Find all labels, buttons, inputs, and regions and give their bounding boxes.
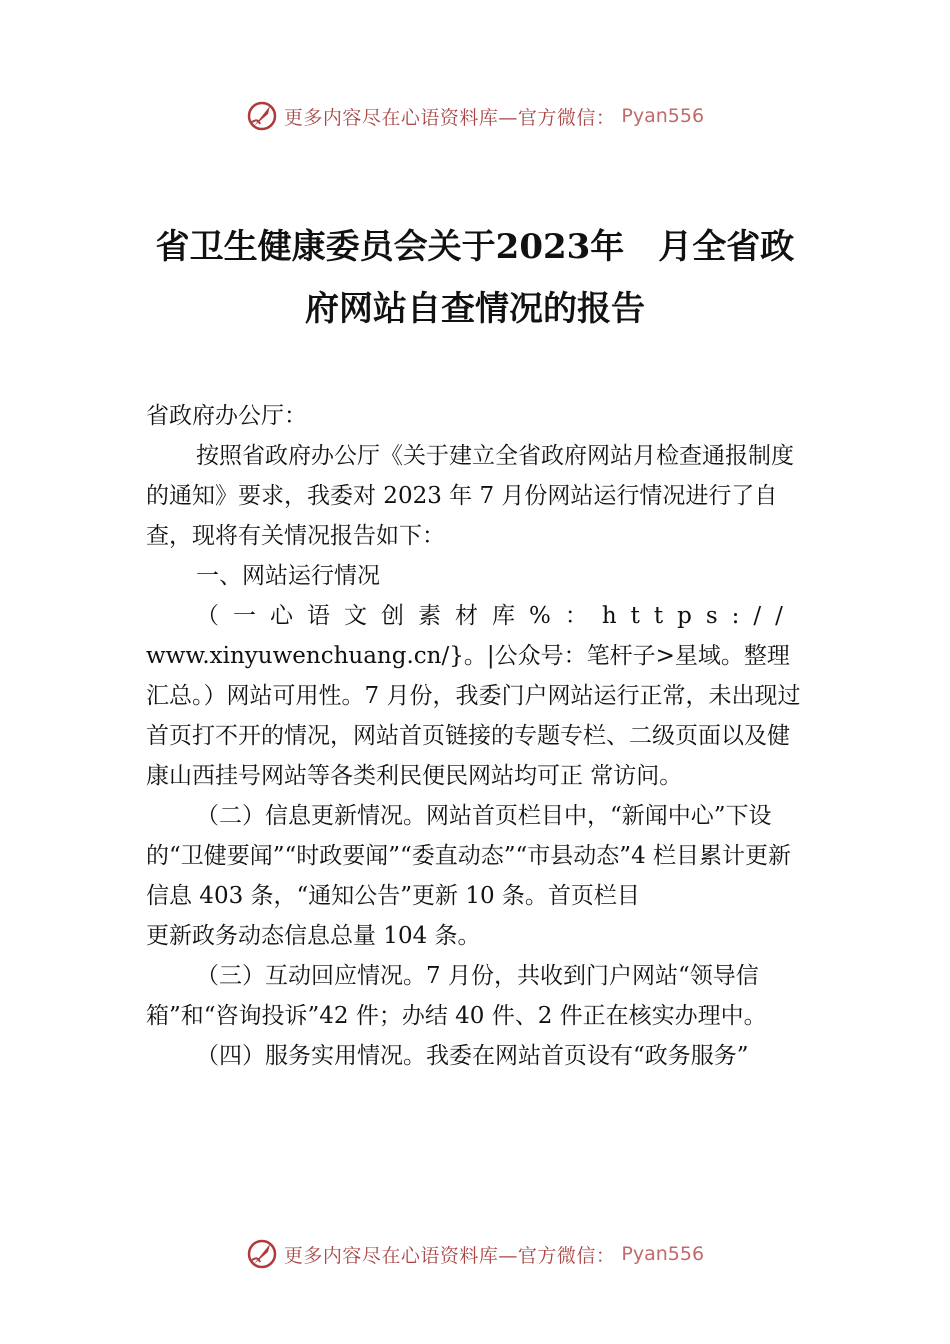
document-title [100,216,850,340]
paragraph-updates: （二）信息更新情况。网站首页栏目中，“新闻中心”下设的“卫健要闻”“时政要闻”“委直动态”“市县动态”4 栏目累计更新信息 403 条，“通知公告”更新 10 条。首页栏目 [146,803,792,909]
paragraph-intro: 按照省政府办公厅《关于建立全省政府网站月检查通报制度的通知》要求，我委对 2023 年 7 月份网站运行情况进行了自查，现将有关情况报告如下： [146,443,794,549]
header-banner [0,96,950,136]
paragraph-interaction: （三）互动回应情况。7 月份，共收到门户网站“领导信箱”和“咨询投诉”42 件；办结 40 件、2 件正在核实办理中。 [146,963,767,1029]
paragraph-services: （四）服务实用情况。我委在网站首页设有“政务服务” [196,1043,749,1069]
banner-contact: Pyan556 [621,1243,705,1265]
footer-banner [0,1234,950,1274]
banner-text: 更多内容尽在心语资料库—官方微信： [283,1244,616,1267]
banner-text: 更多内容尽在心语资料库—官方微信： [283,106,616,129]
title-line-2: 府网站自查情况的报告 [305,289,645,329]
paragraph-updates-tail: 更新政务动态信息总量 104 条。 [146,923,481,949]
title-line-1: 省卫生健康委员会关于2023年 月全省政 [155,227,795,267]
quill-logo-icon [246,1238,278,1270]
quill-logo-icon [246,100,278,132]
section-heading-1: 一、网站运行情况 [196,563,380,589]
paragraph-availability: www.xinyuwenchuang.cn/}。|公众号：笔杆子>星域。整理汇总。）网站可用性。7 月份，我委门户网站运行正常，未出现过首页打不开的情况，网站首页链接的专题专栏、二级页面以及健康山西挂号网站等各类利民便民网站均可正 常访问。 [146,643,801,789]
salutation: 省政府办公厅： [146,403,307,429]
watermark-line: （一心语文创素材库%：https:// [196,603,797,629]
banner-contact: Pyan556 [621,105,705,127]
document-body [146,396,806,1076]
